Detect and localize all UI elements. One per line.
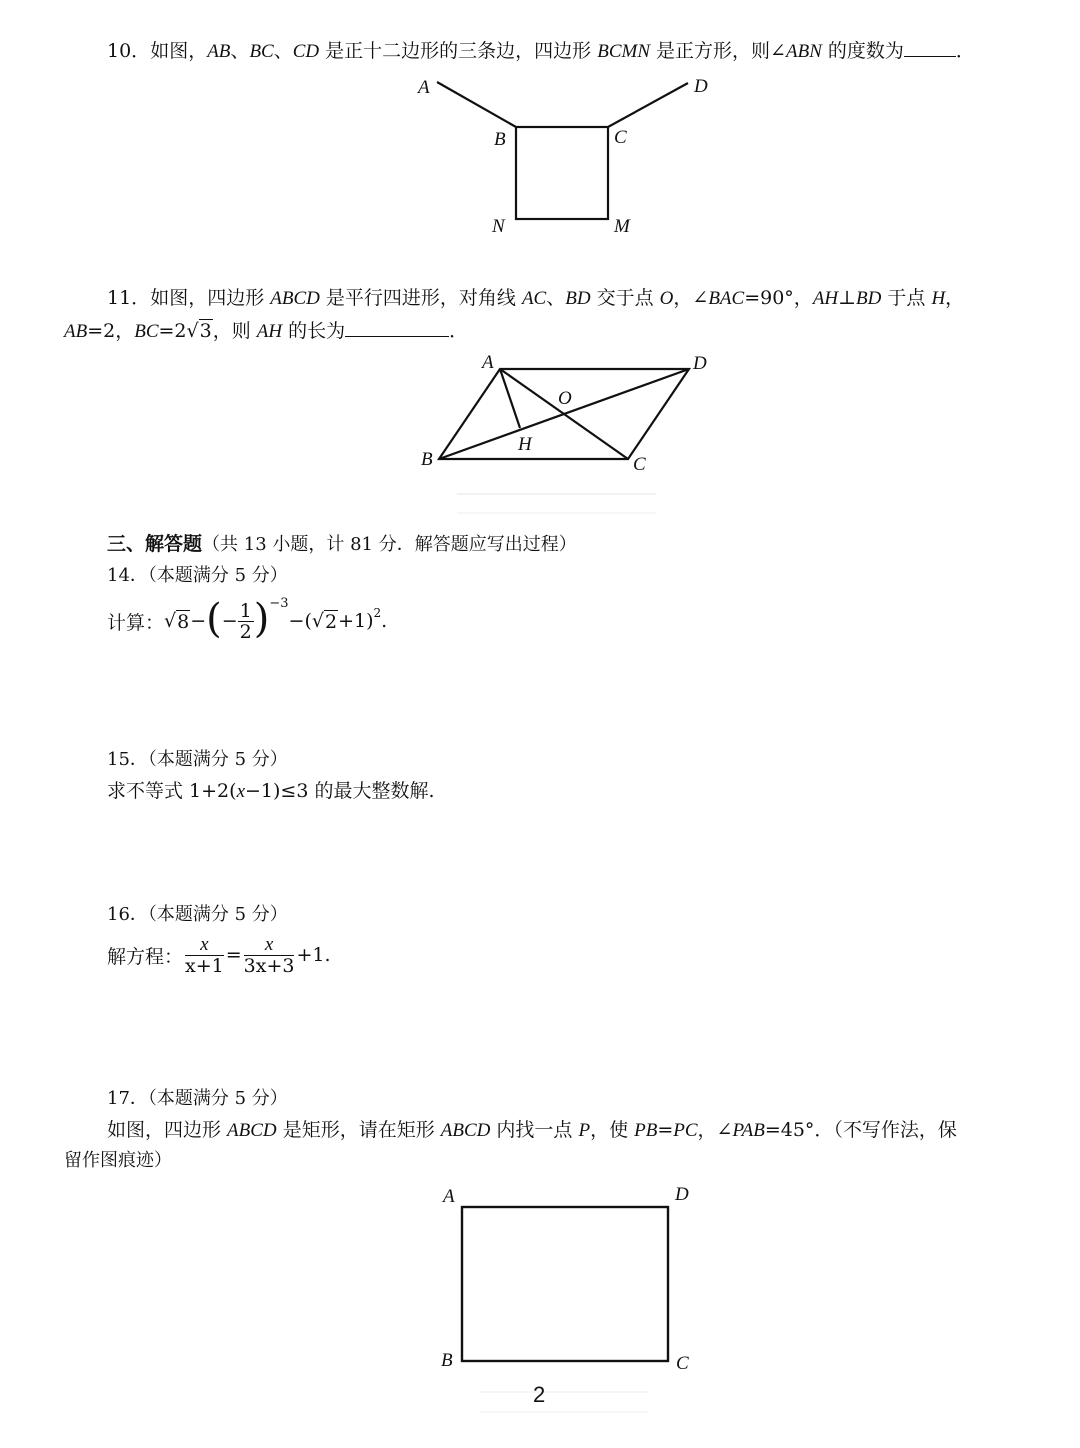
q14-minus-1: − [190,610,207,632]
q14-exponent: −3 [269,596,289,611]
q10-end: ． [955,40,975,62]
q11-line2-text-2: =2 [158,320,187,342]
q11-text-2: 是平行四进形，对角线 [319,287,522,309]
q11-text-5: =90°， [744,287,813,309]
q17-text-6: ，∠ [697,1119,733,1141]
q14-left-paren: ( [206,596,222,642]
q10-label-d: D [694,76,708,97]
q11-bac: BAC [708,288,745,309]
q17-text-3: 内找一点 [490,1119,579,1141]
q11-text-8: ， [945,287,965,309]
section-3-title: 三、解答题 [107,533,203,555]
q16-fraction-1-numerator: x [185,935,224,956]
q14-fraction-denominator: 2 [239,620,252,643]
q14-fraction-numerator: 1 [239,599,252,622]
q17-label-b: B [441,1350,453,1371]
q10-sep-2: 、 [273,40,293,62]
q16-header: 16．（本题满分 5 分） [107,904,288,925]
q11-h: H [931,288,946,309]
q14-tail: +1) [338,610,374,632]
q17-label-a: A [443,1186,455,1207]
q11-text-4: ，∠ [673,287,709,309]
q14-radical-sign-2: √ [311,610,324,632]
q11-ac: AC [521,288,547,309]
q17-abcd-2: ABCD [440,1120,491,1141]
q11-label-a: A [482,352,494,373]
q11-line2-bc: BC [134,321,159,342]
q14-prefix: 计算： [107,611,165,634]
q11-sep: 、 [546,287,566,309]
q17-text-4: ，使 [590,1119,635,1141]
q11-bd-2: BD [856,288,882,309]
q10-abn: ABN [785,41,822,62]
q10-label-c: C [614,127,627,148]
q16-prefix: 解方程： [107,945,184,968]
q14-end: . [381,610,388,632]
q17-text-5: = [657,1119,674,1141]
q17-text-2: 是矩形，请在矩形 [276,1119,441,1141]
q16-fraction-2-numerator: x [244,935,295,956]
q11-line2-ah: AH [256,321,283,342]
q11-ah: AH [812,288,839,309]
q10-label-m: M [614,216,630,237]
q11-radical-sign: √ [186,320,199,342]
q10-number: 10． [107,40,151,62]
q11-text-1: 如图，四边形 [150,287,271,309]
q11-label-d: D [693,353,707,374]
q17-rectangle-abcd [462,1207,668,1361]
q14-radical-sign-1: √ [164,610,177,632]
q14-square: 2 [373,606,382,620]
section-3-note: （共 13 小题，计 81 分．解答题应写出过程） [202,534,577,555]
q11-radicand: 3 [199,320,212,342]
q14-minus-2: −( [288,610,312,632]
q11-label-h: H [518,434,532,455]
q11-number: 11． [107,287,151,309]
q10-bcmn: BCMN [597,41,651,62]
q10-label-n: N [492,216,505,237]
q15-text-1: 求不等式 1+2( [107,780,237,802]
q17-abcd: ABCD [227,1120,277,1141]
q16-fraction-2-denominator: 3x+3 [243,954,295,977]
q14-right-paren: ) [253,596,270,642]
q10-label-a: A [418,77,430,98]
q10-cd: CD [292,41,320,62]
q17-header: 17．（本题满分 5 分） [107,1088,288,1109]
q17-p: P [578,1120,591,1141]
q11-label-c: C [633,454,646,475]
q10-bc: BC [249,41,274,62]
q15-text-2: −1)≤3 的最大整数解. [245,780,435,802]
q10-text-1: 如图， [150,40,208,62]
q17-line-2: 留作图痕迹） [64,1150,172,1171]
q11-abcd: ABCD [270,288,320,309]
q14-inner-minus: − [221,610,238,632]
q17-pc: PC [673,1120,698,1141]
q11-line2-end: ． [449,320,469,342]
q11-o: O [659,288,674,309]
q11-text-7: 于点 [881,287,932,309]
q16-fraction-1-denominator: x+1 [185,954,224,977]
q11-label-o: O [558,388,572,409]
q14-sqrt2: 2 [325,610,338,633]
q17-pb: PB [634,1120,658,1141]
q10-text-2: 是正十二边形的三条边，四边形 [319,40,598,62]
q10-text-4: 的度数为 [821,40,904,62]
q11-line2-ab: AB [64,321,88,342]
q11-perp: ⊥ [838,287,857,309]
q11-line2-text-3: ，则 [212,320,257,342]
q17-label-c: C [676,1353,689,1374]
q17-text-7: =45°．（不写作法，保 [764,1119,957,1141]
q11-line2-text-4: 的长为 [282,320,346,342]
q10-ab: AB [207,41,231,62]
q10-sep-1: 、 [230,40,250,62]
page-number: 2 [533,1382,546,1407]
q11-line2-text-1: =2， [87,320,135,342]
q15-header: 15．（本题满分 5 分） [107,749,288,770]
q15-x: x [236,781,245,802]
q17-label-d: D [675,1184,689,1205]
q17-text-1: 如图，四边形 [107,1119,228,1141]
q17-pab: PAB [732,1120,765,1141]
q10-text-3: 是正方形，则∠ [650,40,786,62]
q10-label-b: B [494,129,506,150]
q16-tail: +1. [296,944,331,966]
q16-equals: = [225,944,242,966]
q11-text-3: 交于点 [590,287,660,309]
q14-header: 14．（本题满分 5 分） [107,565,288,586]
q11-bd: BD [565,288,591,309]
q14-sqrt8: 8 [177,610,190,633]
q11-label-b: B [421,449,433,470]
